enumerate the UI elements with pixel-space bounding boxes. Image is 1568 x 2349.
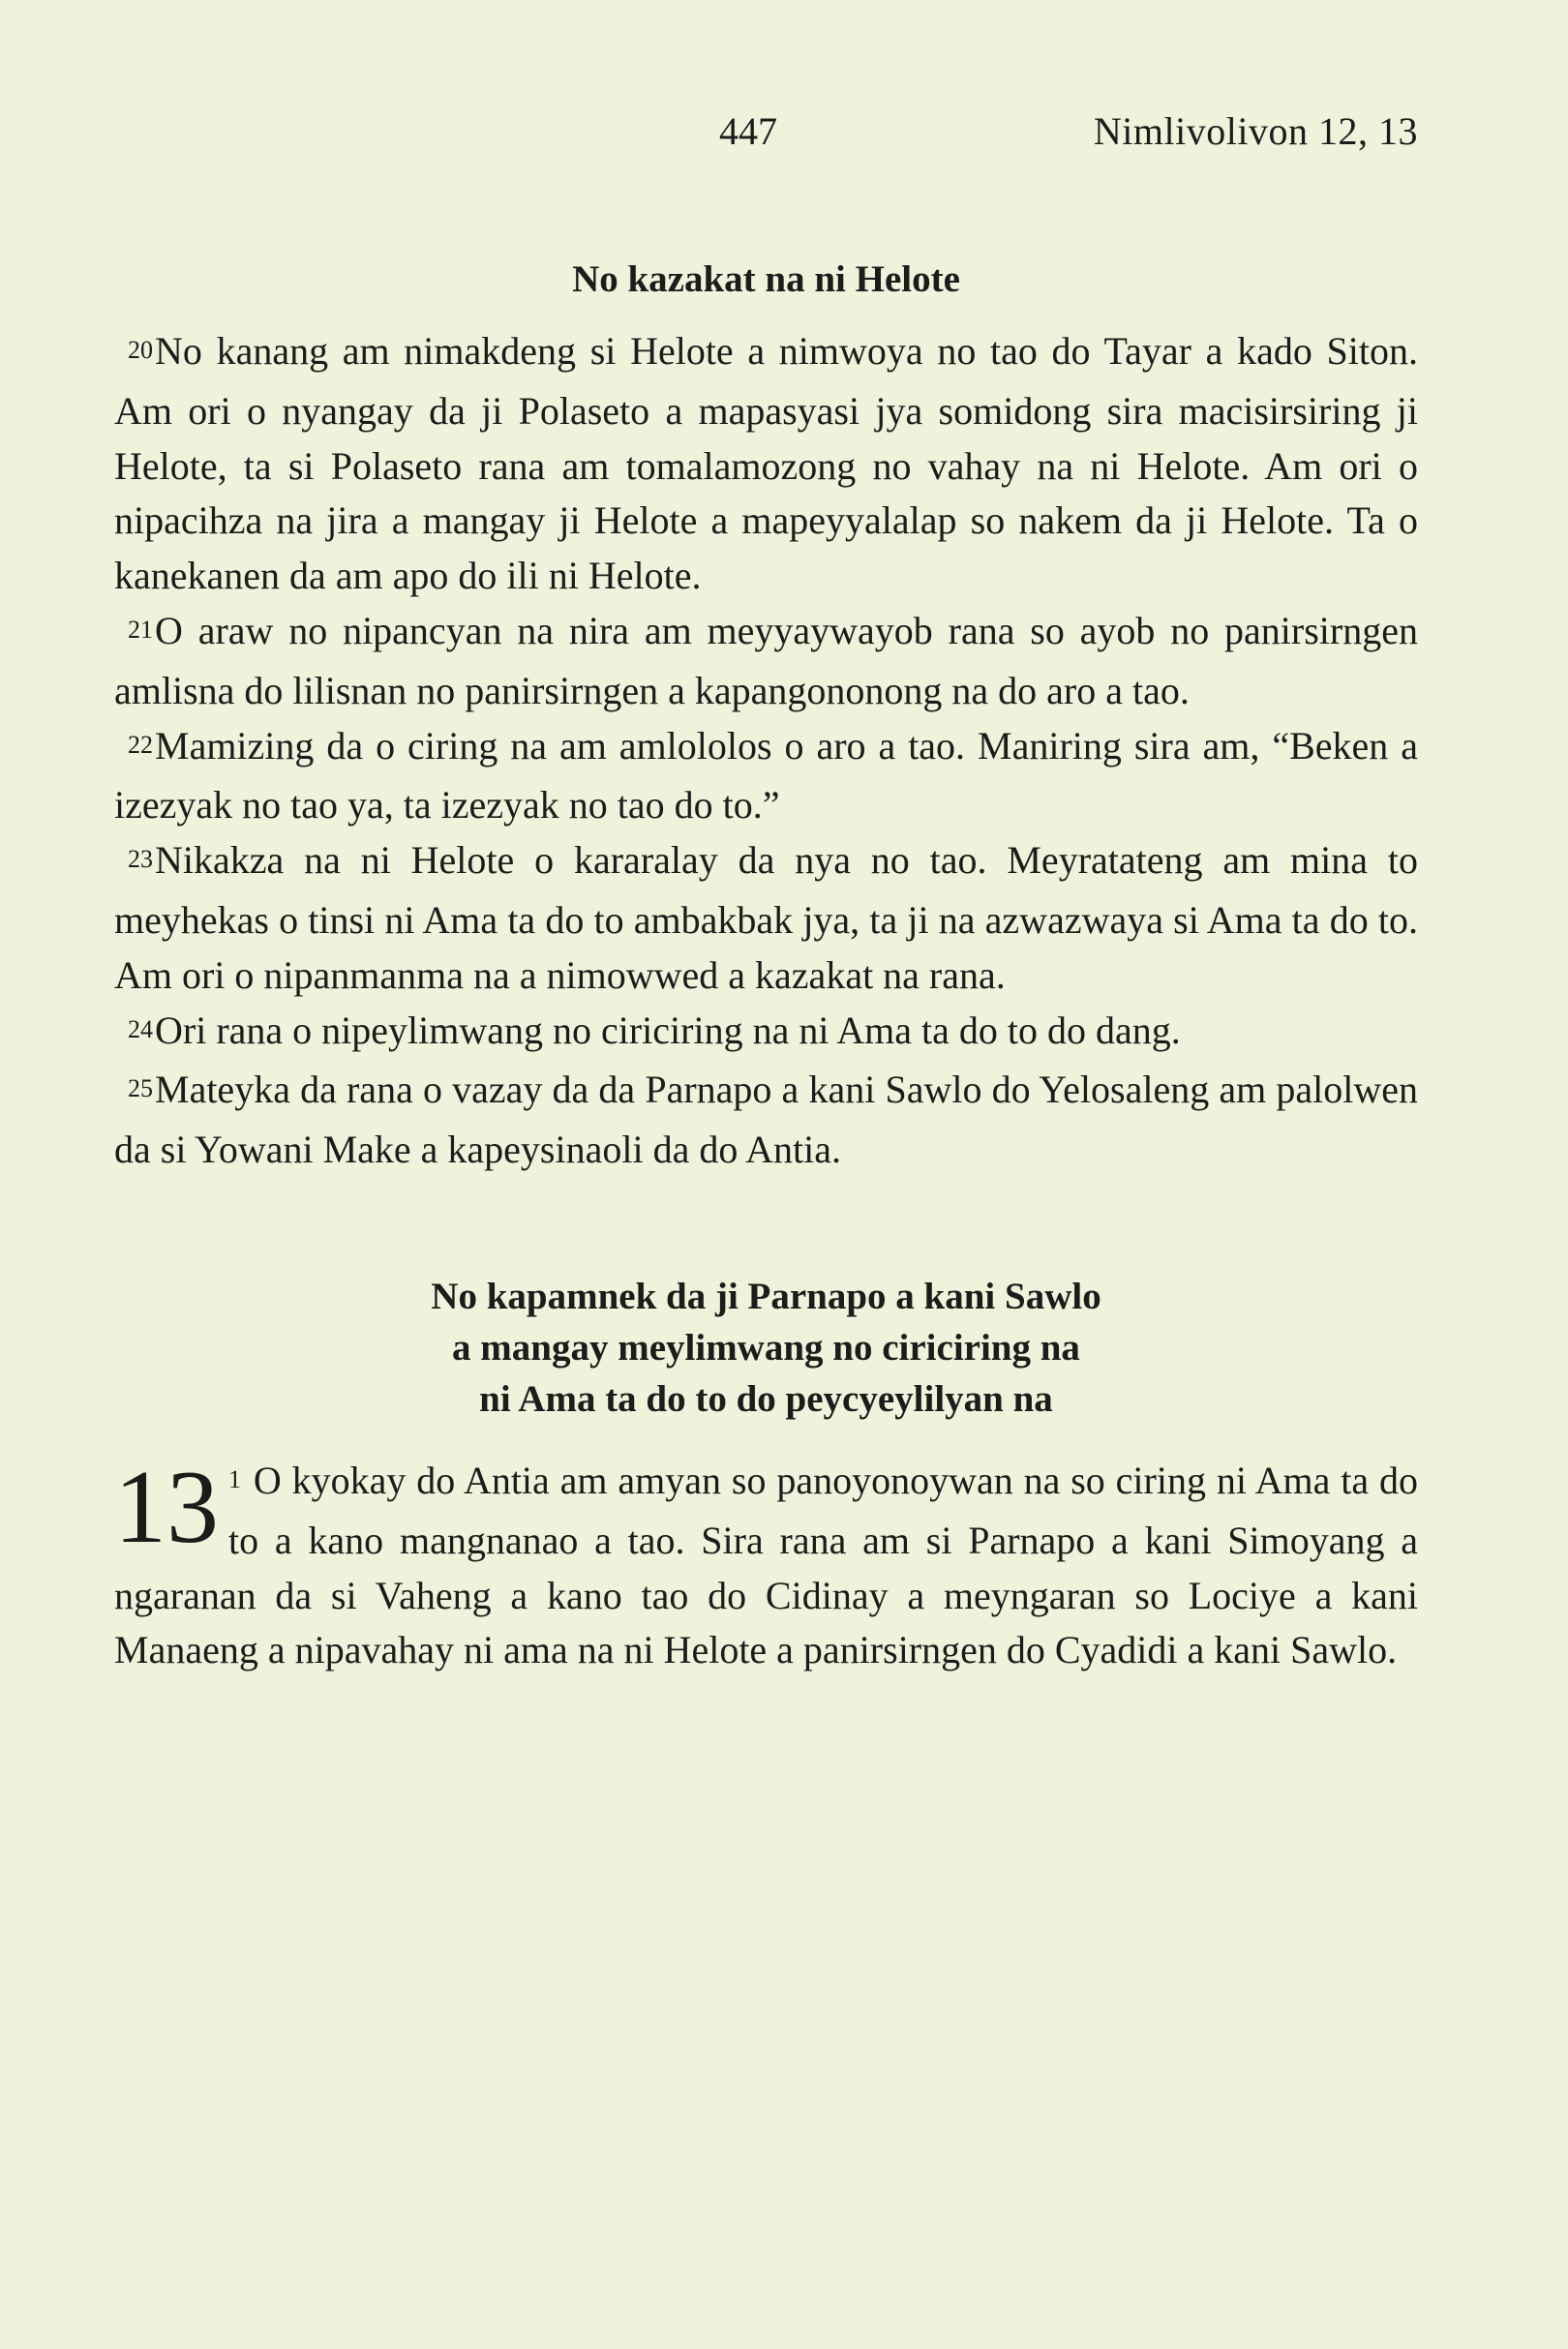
verse-paragraph	[114, 1004, 1418, 1064]
verse-text: Ori rana o nipeylimwang no ciriciring na ni Ama ta do to do dang.	[155, 1008, 1181, 1052]
verse-number: 24	[128, 1014, 153, 1043]
verse-text: No kanang am nimakdeng si Helote a nimwoya no tao do Tayar a kado Siton. Am ori o nyangay da ji Polaseto a mapasyasi jya somidong sira macisirsiring ji Helote, ta si Polaseto rana am tomalamozong no vahay na ni Helote. Am ori o nipacihza na jira a mangay ji Helote a mapeyyalalap so nakem da ji Helote. Ta o kanekanen da am apo do ili ni Helote.	[114, 329, 1418, 598]
verse-number: 1	[228, 1464, 241, 1493]
verse-paragraph	[114, 719, 1418, 834]
verse-number: 22	[128, 730, 153, 759]
verse-text: O araw no nipancyan na nira am meyyaywayob rana so ayob no panirsirngen amlisna do lilisnan no panirsirngen a kapangononong na do aro a tao.	[114, 608, 1418, 712]
page-body	[114, 254, 1418, 1678]
verse-text: Mamizing da o ciring na am amlololos o aro a tao. Maniring sira am, “Beken a izezyak no tao ya, ta izezyak no tao do to.”	[114, 723, 1418, 828]
verse-number: 21	[128, 615, 153, 644]
verse-paragraph	[114, 833, 1418, 1003]
section-heading-line: No kapamnek da ji Parnapo a kani Sawlo	[431, 1275, 1101, 1317]
section-heading-line: ni Ama ta do to do peycyeylilyan na	[479, 1377, 1053, 1420]
verse-paragraph	[114, 604, 1418, 719]
verse-text: O kyokay do Antia am amyan so panoyonoywan na so ciring ni Ama ta do to a kano mangnanao a tao. Sira rana am si Parnapo a kani Simoyang a ngaranan da si Vaheng a kano tao do Cidinay a meyngaran so Lociye a kani Manaeng a nipavahay ni ama na ni Helote a panirsirngen do Cyadidi a kani Sawlo.	[114, 1458, 1418, 1672]
verse-text: Mateyka da rana o vazay da da Parnapo a kani Sawlo do Yelosaleng am palolwen da si Yowani Make a kapeysinaoli da do Antia.	[114, 1068, 1418, 1172]
page-number: 447	[719, 109, 777, 153]
section-heading: No kazakat na ni Helote	[572, 258, 960, 300]
verse-number: 25	[128, 1074, 153, 1103]
verse-paragraph	[114, 324, 1418, 604]
chapter-paragraph	[114, 1449, 1418, 1678]
running-header	[114, 108, 1418, 163]
verse-number: 20	[128, 336, 153, 364]
verse-paragraph	[114, 1063, 1418, 1178]
chapter-number: 13	[114, 1449, 219, 1565]
verse-number: 23	[128, 845, 153, 874]
book-reference: Nimlivolivon 12, 13	[1093, 109, 1418, 153]
section-heading-2	[114, 1271, 1418, 1425]
verse-text: Nikakza na ni Helote o kararalay da nya no tao. Meyratateng am mina to meyhekas o tinsi ni Ama ta do to ambakbak jya, ta ji na azwazwaya si Ama ta do to. Am ori o nipanmanma na a nimowwed a kazakat na rana.	[114, 838, 1418, 997]
section-heading-line: a mangay meylimwang no ciriciring na	[452, 1326, 1080, 1369]
